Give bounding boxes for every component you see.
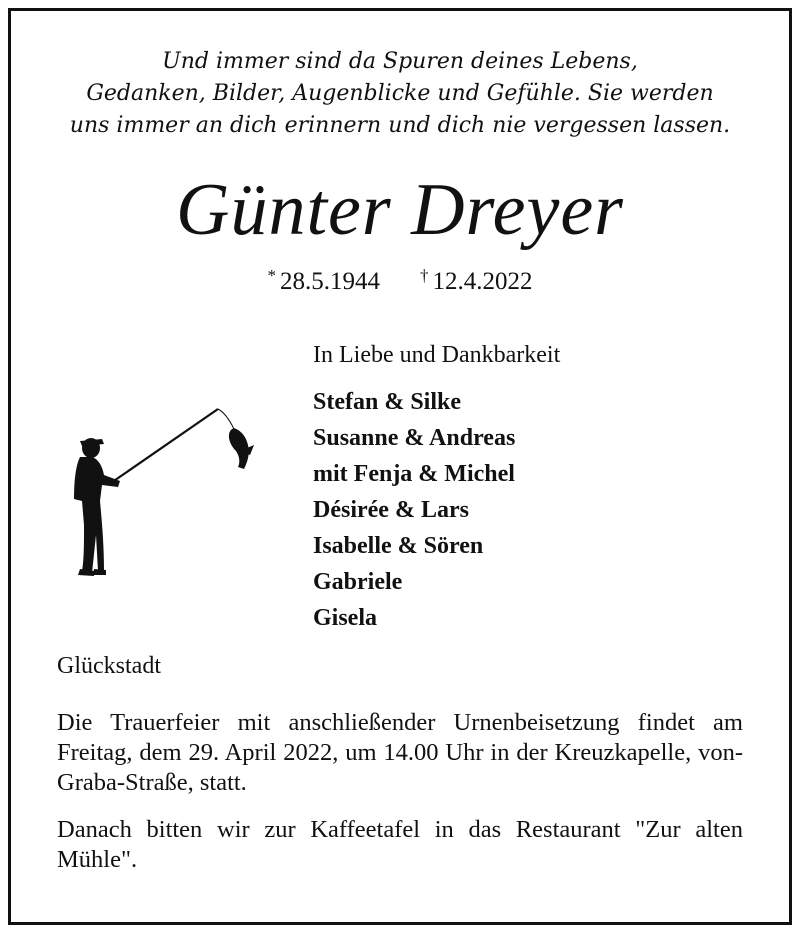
quote-line: Und immer sind da Spuren deines Lebens, [162,49,638,74]
mourner-entry: mit Fenja & Michel [313,461,515,487]
memorial-quote [0,46,800,142]
fish-icon [229,428,249,469]
fisherman-body [74,457,120,573]
birth-symbol: * [267,266,276,285]
reception-notice-paragraph: Danach bitten wir zur Kaffeetafel in das Restaurant "Zur alten Mühle". [57,816,743,873]
fisherman-silhouette-icon [58,395,278,585]
mourner-entry: Gabriele [313,569,403,595]
life-dates [0,260,800,298]
mourners-list [313,384,515,636]
mourner-entry: Gisela [313,605,377,631]
quote-line: uns immer an dich erinnern und dich nie vergessen lassen. [69,113,731,138]
mourner-entry: Susanne & Andreas [313,425,516,451]
city-name: Glückstadt [57,653,161,679]
birth-date: 28.5.1944 [280,268,380,295]
fishing-line [218,409,234,429]
mourner-entry: Désirée & Lars [313,497,469,523]
mourner-entry: Isabelle & Sören [313,533,484,559]
death-date: 12.4.2022 [432,268,533,295]
fishing-rod [108,409,218,485]
deceased-name: Günter Dreyer [176,169,624,251]
mourner-entry: Stefan & Silke [313,389,462,415]
death-symbol: † [420,266,429,285]
funeral-notice-paragraph: Die Trauerfeier mit anschließender Urnenbeisetzung findet am Freitag, dem 29. April 2022, um 14.00 Uhr in der Kreuzkapelle, von-Graba-Straße, statt. [57,709,743,796]
quote-line: Gedanken, Bilder, Augenblicke und Gefühle. Sie werden [86,81,714,106]
dedication: In Liebe und Dankbarkeit [313,342,561,368]
